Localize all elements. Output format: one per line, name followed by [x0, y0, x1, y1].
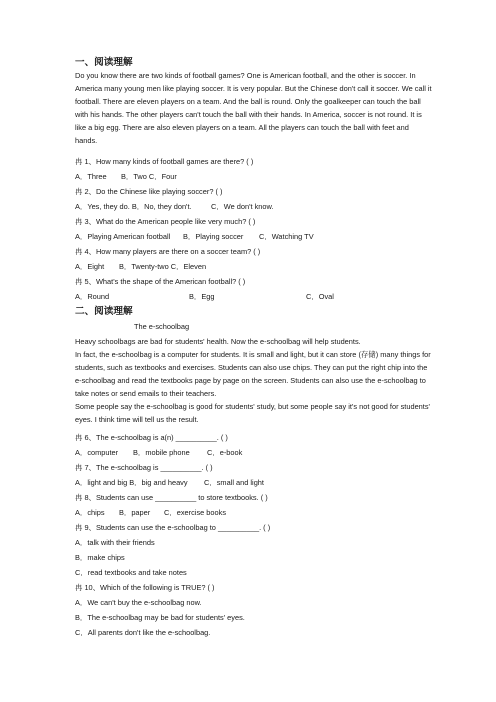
question-8: 冉 8、Students can use __________ to store textbooks. ( ) — [75, 493, 268, 502]
question-6-options — [75, 448, 242, 458]
question-4: 冉 4、How many players are there on a soccer team? ( ) — [75, 247, 261, 256]
option: B．Two C．Four — [121, 172, 177, 181]
option: C．Watching TV — [259, 232, 314, 241]
passage-title: The e-schoolbag — [134, 322, 190, 331]
option: B．paper — [119, 508, 151, 517]
question-7: 冉 7、The e-schoolbag is __________. ( ) — [75, 463, 213, 472]
question-2-options — [75, 202, 273, 212]
option: A．Eight — [75, 262, 105, 271]
question-7-options — [75, 478, 264, 488]
option: B．Egg — [189, 292, 215, 301]
option: C．Oval — [306, 292, 334, 301]
question-8-options — [75, 508, 226, 518]
question-3-options — [75, 232, 314, 242]
question-4-options — [75, 262, 206, 272]
option: B．Twenty-two C．Eleven — [119, 262, 207, 271]
section2-heading: 二、阅读理解 — [75, 306, 133, 317]
option: A．chips — [75, 508, 105, 517]
option: C．e-book — [207, 448, 243, 457]
option: A．Round — [75, 292, 110, 301]
question-9-option-b: B．make chips — [75, 553, 125, 562]
question-10-option-b: B．The e-schoolbag may be bad for students' eyes. — [75, 613, 245, 622]
option: C．exercise books — [164, 508, 227, 517]
option: A．Three — [75, 172, 107, 181]
option: A．Playing American football — [75, 232, 171, 241]
section1-heading: 一、阅读理解 — [75, 57, 133, 68]
question-10-option-a: A．We can't buy the e-schoolbag now. — [75, 598, 202, 607]
option: C．small and light — [204, 478, 264, 487]
question-3: 冉 3、What do the American people like very much? ( ) — [75, 217, 256, 226]
question-6: 冉 6、The e-schoolbag is a(n) __________. ( ) — [75, 433, 228, 442]
passage-paragraph-1: Heavy schoolbags are bad for students' health. Now the e-schoolbag will help students. — [75, 337, 361, 346]
question-5: 冉 5、What's the shape of the American football? ( ) — [75, 277, 246, 286]
option: B．Playing soccer — [183, 232, 244, 241]
option: C．We don't know. — [211, 202, 274, 211]
passage-paragraph-2: In fact, the e-schoolbag is a computer for students. It is small and light, but it can store (存储) many things for students, such as textbooks and exercises. Students can also use chips. They can put the right chip into the e-schoolbag and read the textbooks page by page on the screen. Students can also use the e-schoolbag to take notes or send emails to their teachers. — [75, 350, 431, 398]
option: B．mobile phone — [133, 448, 190, 457]
question-9-option-a: A．talk with their friends — [75, 538, 155, 547]
passage-paragraph-3: Some people say the e-schoolbag is good for students' study, but some people say it's not good for students' eyes. I think time will tell us the result. — [75, 402, 430, 424]
question-9: 冉 9、Students can use the e-schoolbag to __________. ( ) — [75, 523, 271, 532]
question-9-option-c: C．read textbooks and take notes — [75, 568, 187, 577]
option: A．computer — [75, 448, 119, 457]
option: A．Yes, they do. B．No, they don't. — [75, 202, 192, 211]
option: A．light and big B．big and heavy — [75, 478, 188, 487]
question-1: 冉 1、How many kinds of football games are there? ( ) — [75, 157, 254, 166]
question-2: 冉 2、Do the Chinese like playing soccer? ( ) — [75, 187, 223, 196]
question-10-option-c: C．All parents don't like the e-schoolbag. — [75, 628, 211, 637]
section1-passage: Do you know there are two kinds of football games? One is American football, and the other is soccer. In America many young men like playing soccer. It is very popular. But the Chinese don't call it soccer. We call it football. There are eleven players on a team. And the ball is round. Only the goalkeeper can touch the ball with his hands. The other players can't touch the ball with their hands. In America, soccer is not round. It is like a big egg. There are also eleven players on a team. All the players can touch the ball with feet and hands. — [75, 71, 432, 145]
question-5-options — [75, 292, 334, 302]
question-10: 冉 10、Which of the following is TRUE? ( ) — [75, 583, 215, 592]
question-1-options — [75, 172, 177, 182]
